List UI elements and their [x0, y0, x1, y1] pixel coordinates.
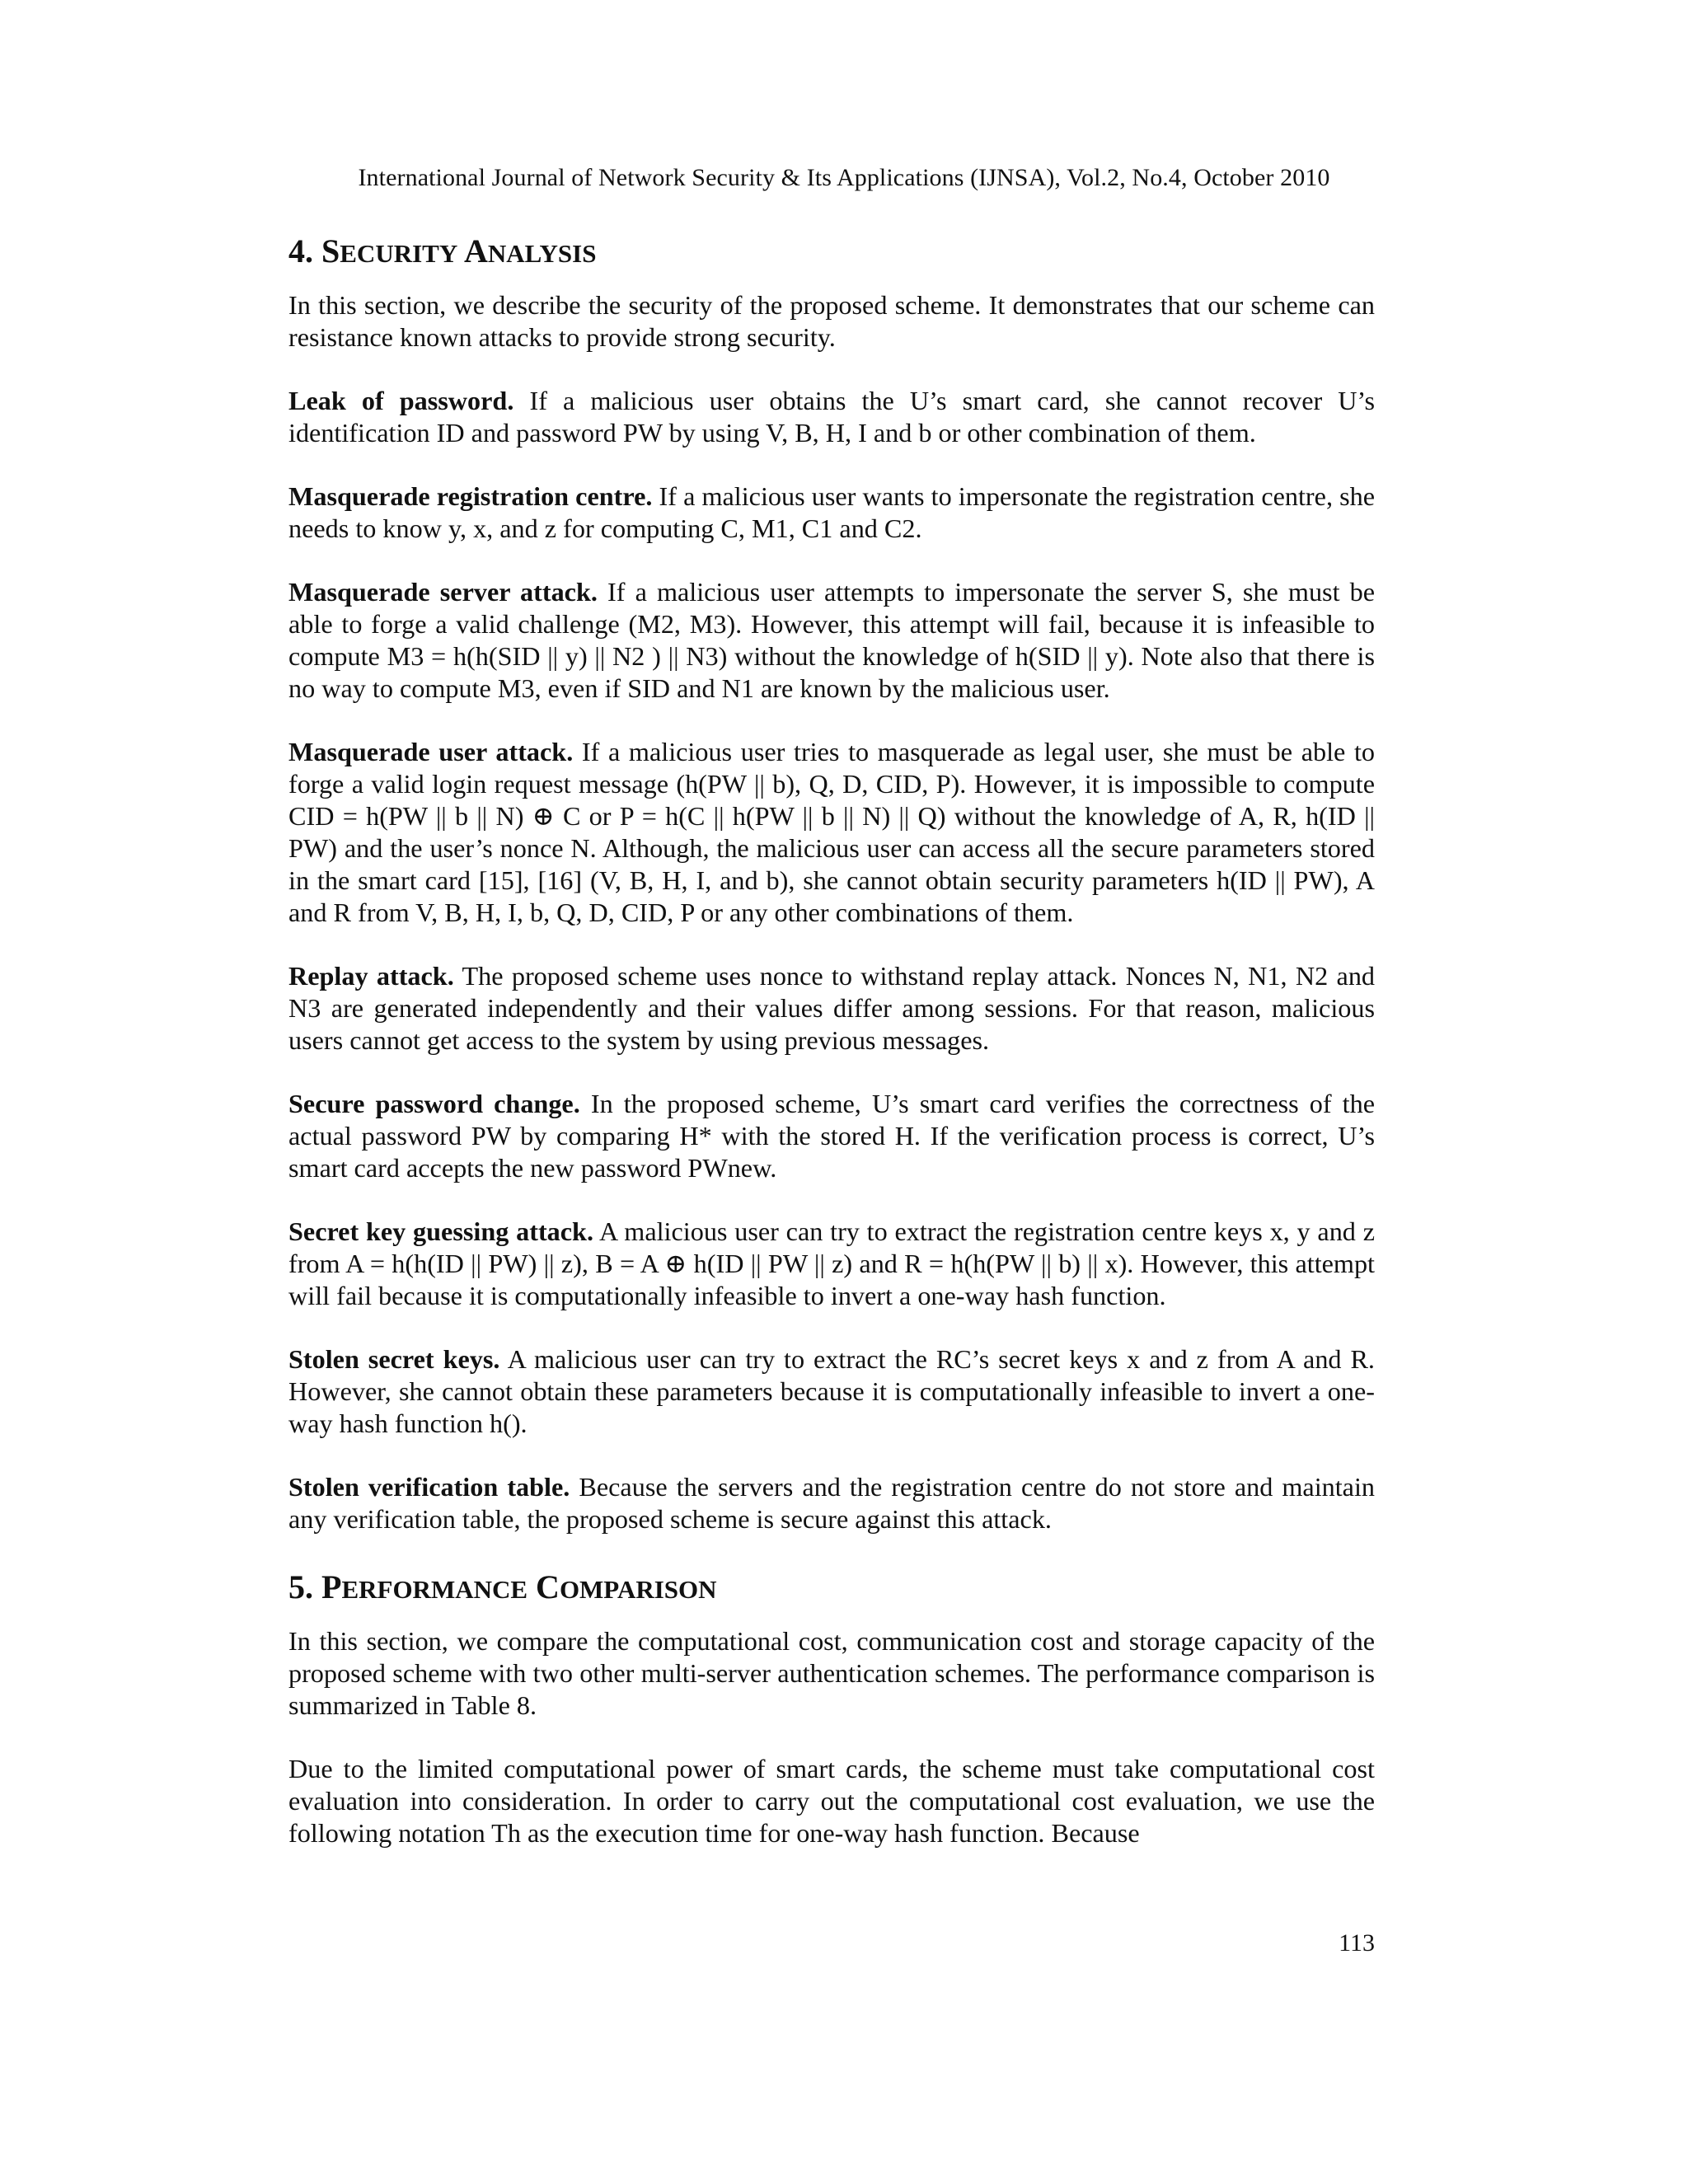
paragraph-label: Secure password change. — [288, 1089, 580, 1118]
section-4-title-letter-1: S — [321, 232, 340, 269]
paragraph-text: The proposed scheme uses nonce to withstand replay attack. Nonces N, N1, N2 and N3 are generated independently and their values differ among sessions. For that reason, malicious users cannot get access to the system by using previous messages. — [288, 961, 1376, 1055]
paragraph-text: A malicious user can try to extract the registration centre keys x, y and z from A = h(h(ID || PW) || z), B = A ⊕ h(ID || PW || z) and R = h(h(PW || b) || x). However, this attempt will fail because it is computationally infeasible to invert a one-way hash function. — [288, 1216, 1375, 1310]
section-4-title-rest-1: ECURITY — [340, 239, 458, 268]
section-4-title-letter-2: A — [464, 232, 488, 269]
paragraph-stolen-verification-table — [288, 1471, 1375, 1535]
page-number: 113 — [1339, 1929, 1375, 1957]
paragraph-text: Because the servers and the registration centre do not store and maintain any verification table, the proposed scheme is secure against this attack. — [288, 1472, 1375, 1534]
paragraph-text: In the proposed scheme, U’s smart card verifies the correctness of the actual password PW by comparing H* with the stored H. If the verification process is correct, U’s smart card accepts the new password PWnew. — [288, 1089, 1375, 1183]
paragraph-secure-password-change — [288, 1088, 1375, 1184]
paragraph-text: A malicious user can try to extract the RC’s secret keys x and z from A and R. However, she cannot obtain these parameters because it is computationally infeasible to invert a one-way hash function h(). — [288, 1344, 1375, 1438]
section-5-title-rest-1: ERFORMANCE — [341, 1575, 528, 1604]
page-content — [288, 224, 1375, 1881]
section-5-paragraph-1: In this section, we compare the computational cost, communication cost and storage capacity of the proposed scheme with two other multi-server authentication schemes. The performance comparison is summarized in Table 8. — [288, 1626, 1375, 1720]
paragraph-text: If a malicious user obtains the U’s smart card, she cannot recover U’s identification ID and password PW by using V, B, H, I and b or other combination of them. — [288, 386, 1376, 448]
paragraph-label: Replay attack. — [288, 961, 454, 991]
paragraph-label: Secret key guessing attack. — [288, 1216, 593, 1246]
section-5-paragraph-2: Due to the limited computational power of smart cards, the scheme must take computational cost evaluation into consideration. In order to carry out the computational cost evaluation, we use the following notation Th as the execution time for one-way hash function. Because — [288, 1754, 1375, 1848]
paragraph-label: Masquerade registration centre. — [288, 481, 653, 511]
paragraph-masquerade-registration-centre — [288, 480, 1375, 545]
paragraph-text: If a malicious user wants to impersonate the registration centre, she needs to know y, x, and z for computing C, M1, C1 and C2. — [288, 481, 1376, 543]
paragraph-label: Stolen secret keys. — [288, 1344, 500, 1374]
section-5-heading — [288, 1567, 1375, 1610]
paragraph-leak-of-password — [288, 385, 1375, 449]
section-5-title-letter-2: C — [536, 1568, 560, 1605]
paragraph-label: Leak of password. — [288, 386, 514, 415]
section-4-heading — [288, 231, 1375, 274]
paragraph-stolen-secret-keys — [288, 1343, 1375, 1440]
paragraph-label: Masquerade user attack. — [288, 737, 574, 766]
paragraph-label: Masquerade server attack. — [288, 577, 598, 607]
paragraph-masquerade-user-attack — [288, 736, 1375, 929]
paragraph-masquerade-server-attack — [288, 576, 1375, 705]
section-4-title-rest-2: NALYSIS — [487, 239, 597, 268]
section-5-title-rest-2: OMPARISON — [559, 1575, 717, 1604]
section-5-title-letter-1: P — [321, 1568, 342, 1605]
section-4-number: 4. — [288, 232, 313, 269]
paragraph-replay-attack — [288, 960, 1375, 1057]
section-5-number: 5. — [288, 1568, 313, 1605]
paragraph-text: If a malicious user attempts to impersonate the server S, she must be able to forge a valid challenge (M2, M3). However, this attempt will fail, because it is infeasible to compute M3 = h(h(SID || y) || N2 ) || N3) without the knowledge of h(SID || y). Note also that there is no way to compute M3, even if SID and N1 are known by the malicious user. — [288, 577, 1376, 703]
paragraph-text: If a malicious user tries to masquerade as legal user, she must be able to forge a valid login request message (h(PW || b), Q, D, CID, P). However, it is impossible to compute CID = h(PW || b || N) ⊕ C or P = h(C || h(PW || b || N) || Q) without the knowledge of A, R, h(ID || PW) and the user’s nonce N. Although, the malicious user can access all the secure parameters stored in the smart card [15], [16] (V, B, H, I, and b), she cannot obtain security parameters h(ID || PW), A and R from V, B, H, I, b, Q, D, CID, P or any other combinations of them. — [288, 737, 1375, 927]
paragraph-label: Stolen verification table. — [288, 1472, 570, 1502]
paragraph-secret-key-guessing-attack — [288, 1216, 1375, 1312]
running-header: International Journal of Network Security & Its Applications (IJNSA), Vol.2, No.4, October 2010 — [358, 164, 1330, 191]
section-4-intro: In this section, we describe the security of the proposed scheme. It demonstrates that our scheme can resistance known attacks to provide strong security. — [288, 290, 1375, 352]
